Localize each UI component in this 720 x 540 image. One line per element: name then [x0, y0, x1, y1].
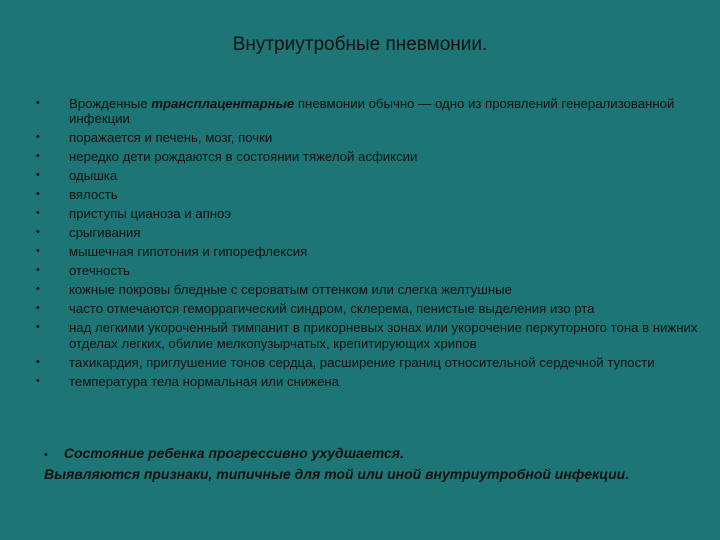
list-item	[36, 244, 712, 259]
list-item	[36, 187, 712, 202]
list-item-text: поражается и печень, мозг, почки	[69, 130, 273, 146]
list-item	[36, 168, 712, 183]
bullet-dot-icon: •	[44, 449, 48, 461]
bullet-dot-icon: •	[36, 150, 40, 163]
bullet-dot-icon: •	[36, 374, 40, 387]
bullet-dot-icon: •	[36, 97, 40, 109]
list-item	[36, 96, 712, 127]
list-item-text: мышечная гипотония и гипорефлексия	[69, 244, 308, 260]
bullet-dot-icon: •	[36, 226, 40, 239]
list-item-text: срыгивания	[69, 225, 141, 241]
first-item-suffix: пневмонии обычно — одно из проявлений генерализованной инфекции	[69, 96, 675, 127]
list-item-text: нередко дети рождаются в состоянии тяжелой асфиксии	[69, 149, 418, 165]
list-item-text: над легкими укороченный тимпанит в прикорневых зонах или укорочение перкуторного тона в нижних отделах легких, обилие мелкопузырчатых, крепитирующих хрипов	[69, 320, 698, 351]
footer-line-1-text: Состояние ребенка прогрессивно ухудшается.	[63, 445, 404, 461]
list-item-text: часто отмечаются геморрагический синдром, склерема, пенистые выделения изо рта	[69, 301, 595, 317]
slide-footer	[44, 444, 720, 484]
list-item-text: вялость	[69, 187, 118, 203]
list-item	[36, 149, 712, 164]
bullet-dot-icon: •	[36, 264, 40, 277]
bullet-dot-icon: •	[36, 131, 40, 144]
bullet-dot-icon: •	[36, 207, 40, 220]
list-item-text: одышка	[69, 168, 118, 184]
bullet-dot-icon: •	[36, 283, 40, 296]
slide-title: Внутриутробные пневмонии.	[232, 34, 488, 55]
list-item-text: температура тела нормальная или снижена	[69, 373, 340, 389]
list-item	[36, 130, 712, 145]
list-item-text: отечность	[69, 263, 130, 279]
bullet-dot-icon: •	[36, 169, 40, 182]
bullet-list	[36, 96, 712, 393]
bullet-dot-icon: •	[36, 188, 40, 201]
list-item	[36, 225, 712, 240]
first-item-emphasis: трансплацентарные	[151, 96, 295, 111]
bullet-dot-icon: •	[36, 321, 40, 334]
list-item-text: кожные покровы бледные с сероватым оттенком или слегка желтушные	[69, 282, 512, 298]
list-item	[36, 301, 712, 316]
list-item-text: тахикардия, приглушение тонов сердца, расширение границ относительной сердечной тупости	[69, 354, 655, 370]
list-item	[36, 355, 712, 370]
list-item	[36, 320, 712, 351]
footer-line-2: Выявляются признаки, типичные для той или иной внутриутробной инфекции.	[44, 466, 630, 482]
bullet-dot-icon: •	[36, 302, 40, 315]
list-item	[36, 282, 712, 297]
list-item	[36, 263, 712, 278]
bullet-dot-icon: •	[36, 245, 40, 258]
list-item	[36, 374, 712, 389]
footer-line-1	[44, 444, 720, 465]
first-item-prefix: Врожденные	[69, 96, 152, 111]
bullet-dot-icon: •	[36, 355, 40, 368]
list-item	[36, 206, 712, 221]
list-item-text: приступы цианоза и апноэ	[69, 206, 232, 222]
